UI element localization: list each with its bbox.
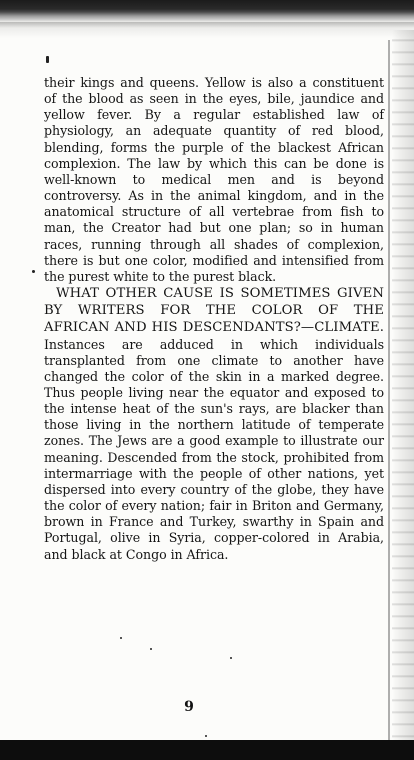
ink-speck <box>205 735 207 737</box>
scan-top-edge <box>0 0 414 22</box>
ink-speck <box>120 637 122 639</box>
scan-right-edge <box>392 30 414 740</box>
ink-speck <box>46 56 49 63</box>
ink-speck <box>230 657 232 659</box>
question-heading: WHAT OTHER CAUSE IS SOMETIMES GIVEN BY WRITERS FOR THE COLOR OF THE AFRICAN AND HIS DESCENDANTS?—CLIMATE. <box>44 286 384 336</box>
page-number: 9 <box>184 699 194 715</box>
scan-top-shadow <box>0 22 414 38</box>
answer-text: Instances are adduced in which individuals transplanted from one climate to another have changed the color of the skin in a marked degree. Thus people living near the equator and exposed to the intense heat of the sun's rays, are blacker than those living in the northern latitude of temperate zones. The Jews are a good example to illustrate our meaning. Descended from the stock, prohibited from intermarriage with the people of other nations, yet dispersed into every country of the globe, they have the color of every nation; fair in Briton and Germany, brown in France and Turkey, swarthy in Spain and Portugal, olive in Syria, copper-colored in Arabia, and black at Congo in Africa. <box>44 336 384 562</box>
page-fold-line <box>388 40 390 740</box>
ink-speck <box>150 648 152 650</box>
question-paragraph <box>44 285 384 563</box>
ink-speck <box>32 270 35 273</box>
scan-bottom-edge <box>0 740 414 760</box>
body-text <box>44 75 384 563</box>
paragraph: their kings and queens. Yellow is also a constituent of the blood as seen in the eyes, bile, jaundice and yellow fever. By a regular established law of physiology, an adequate quantity of red blood, blending, forms the purple of the blackest African complexion. The law by which this can be done is well-known to medical men and is beyond controversy. As in the animal kingdom, and in the anatomical structure of all vertebrae from fish to man, the Creator had but one plan; so in human races, running through all shades of complexion, there is but one color, modified and intensified from the purest white to the purest black. <box>44 75 384 284</box>
